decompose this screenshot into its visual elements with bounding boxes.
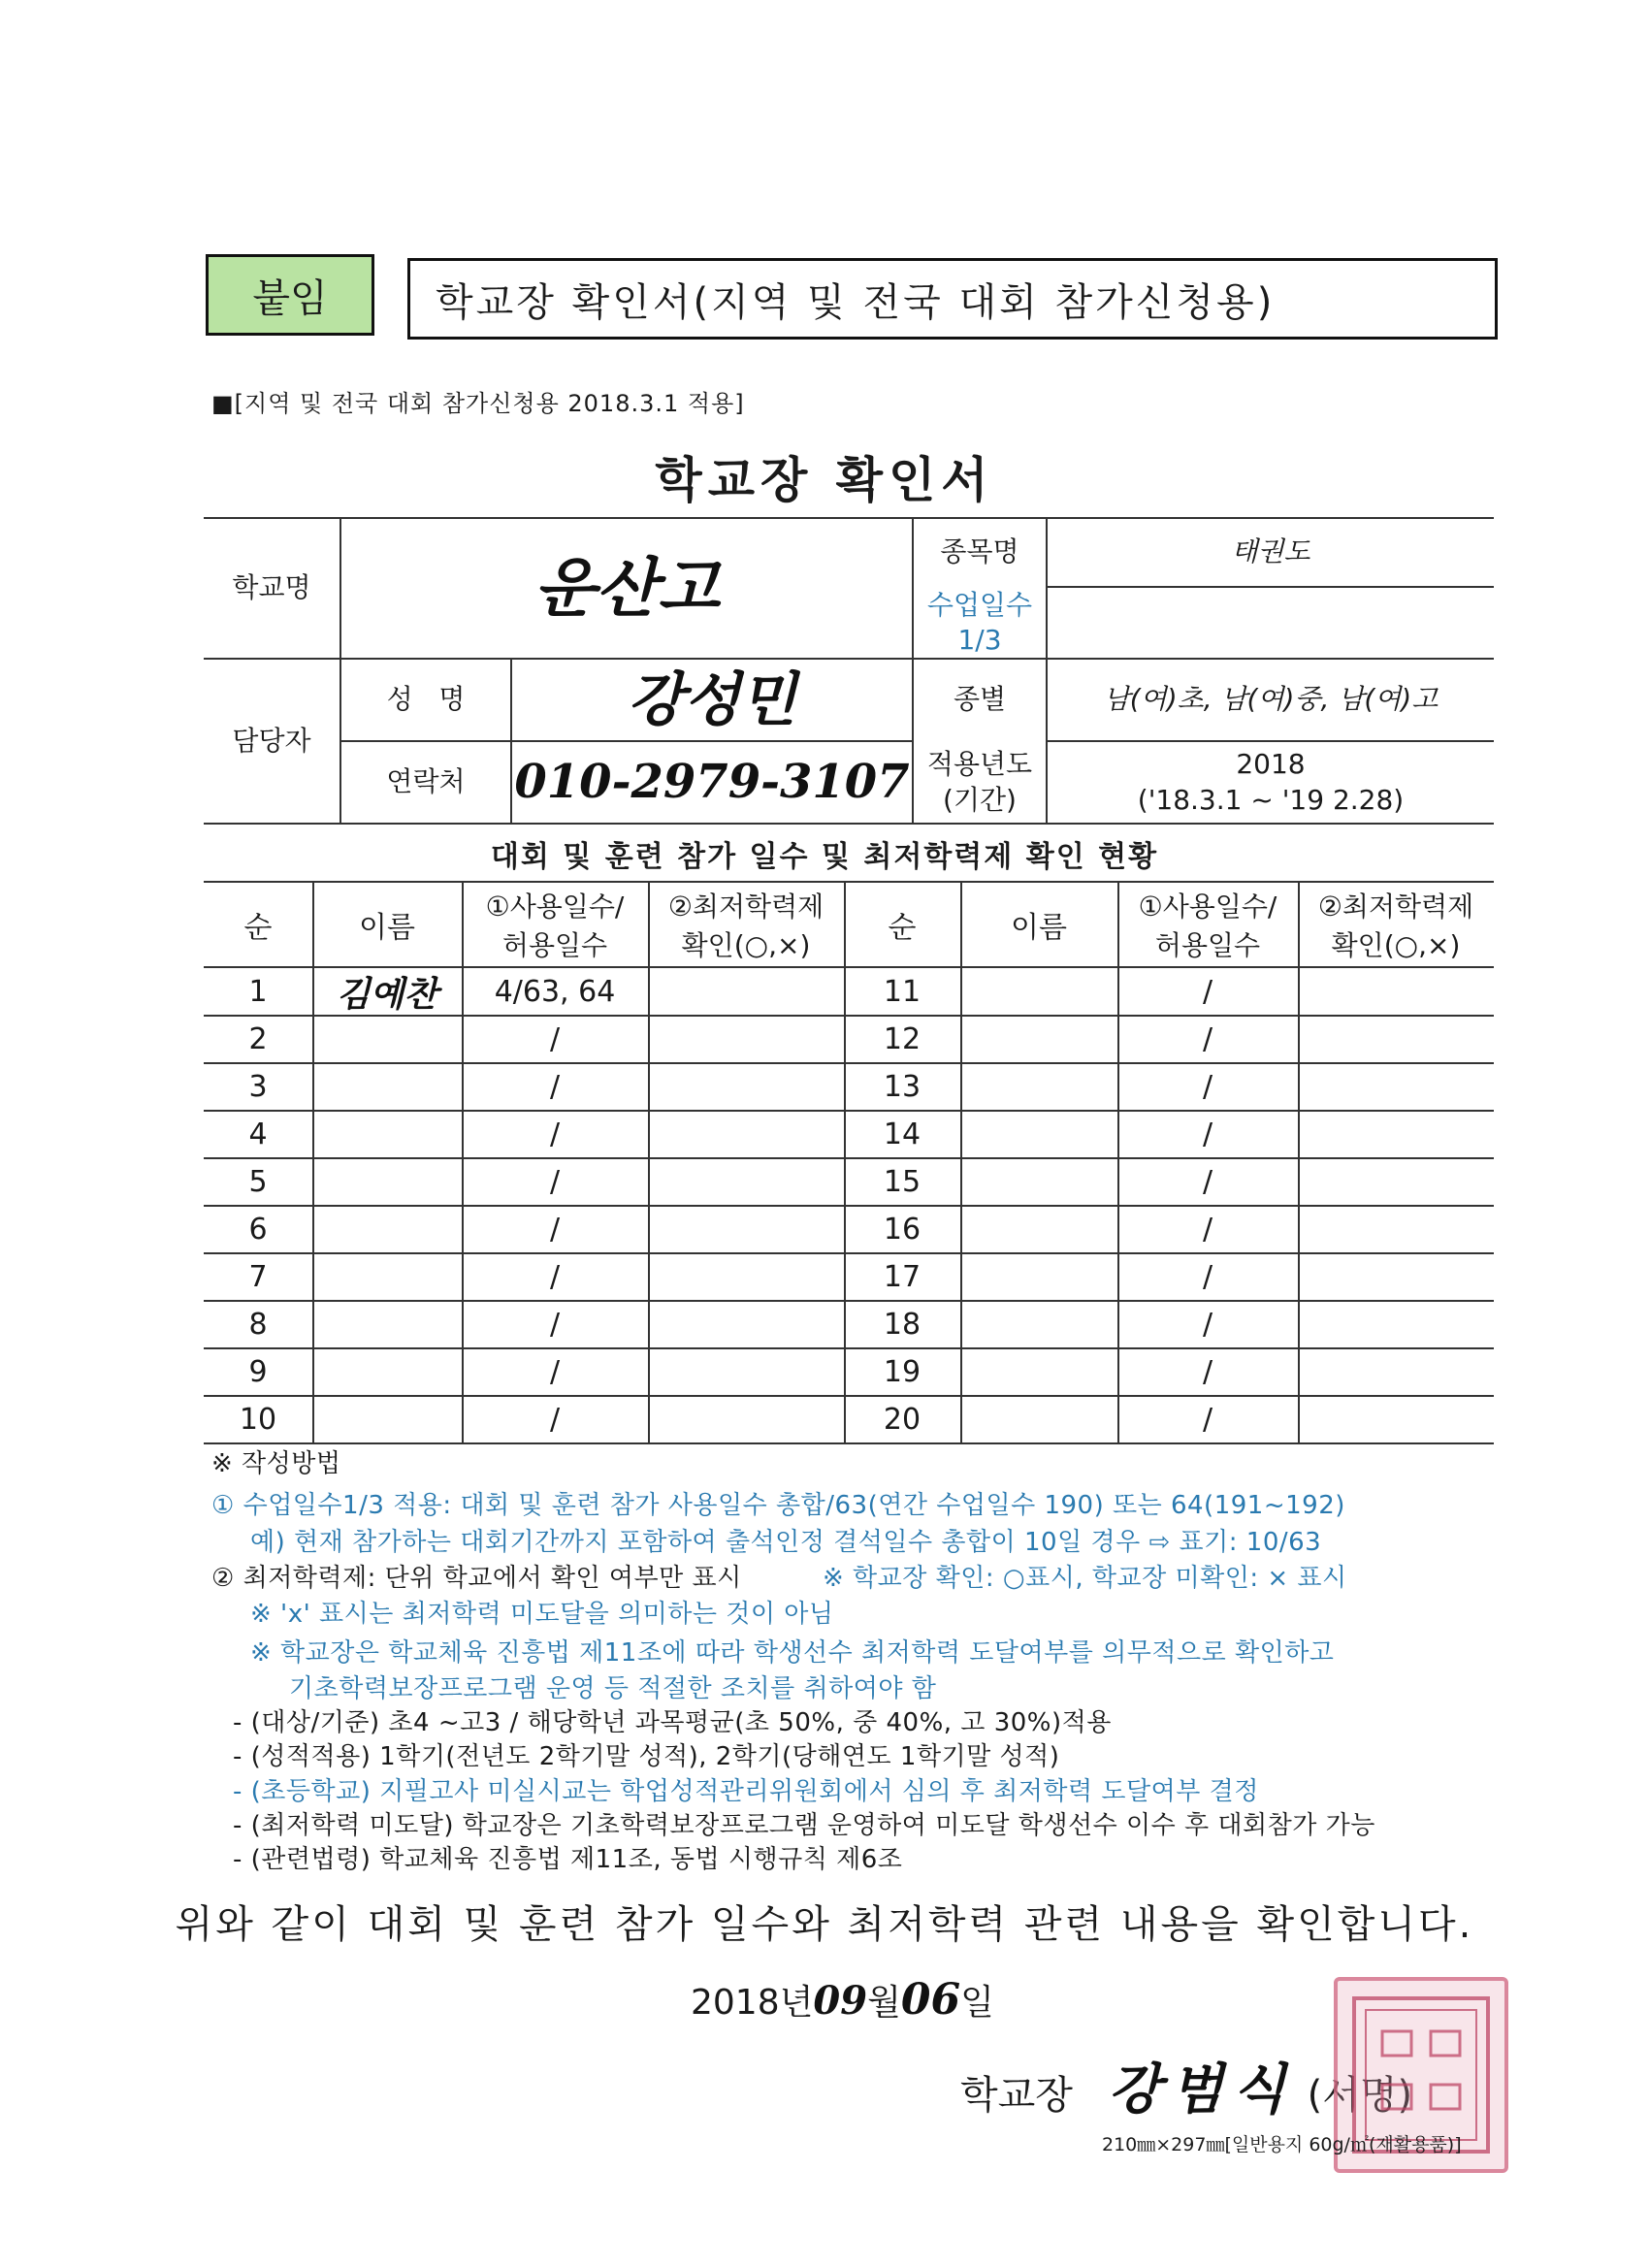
regulation-note: ■[지역 및 전국 대회 참가신청용 2018.3.1 적용] <box>211 390 745 417</box>
roster-left-days: / <box>549 1260 561 1294</box>
header-acad-2: 확인(○,×) <box>1331 929 1461 961</box>
roster-right-check <box>1298 968 1494 1016</box>
roster-left-name <box>312 1348 462 1396</box>
roster-right-no: 16 <box>883 1213 922 1247</box>
roster-left-check <box>648 1301 844 1348</box>
date-month: 09 <box>813 1978 868 2024</box>
school-label: 학교명 <box>232 571 311 604</box>
roster-left-no: 3 <box>248 1070 268 1104</box>
note-2b: ※ 학교장 확인: ○표시, 학교장 미확인: × 표시 <box>823 1564 1347 1593</box>
roster-right-days: / <box>1202 1403 1213 1437</box>
table-line <box>1046 586 1494 588</box>
table-line <box>648 883 650 1443</box>
contact-person-label: 담당자 <box>232 724 311 757</box>
roster-right-check <box>1298 1016 1494 1063</box>
school-value: 운산고 <box>534 549 720 626</box>
header-days-2: 허용일수 <box>501 929 608 961</box>
class-days-label-2: 1/3 <box>957 624 1002 656</box>
header-name-right: 이름 <box>1011 911 1067 945</box>
year-period: ('18.3.1 ~ '19 2.28) <box>1137 783 1405 816</box>
roster-left-no: 8 <box>248 1308 268 1342</box>
roster-left-no: 6 <box>248 1213 268 1247</box>
roster-right-days: / <box>1202 1355 1213 1389</box>
table-line <box>204 1300 1494 1302</box>
roster-left-days: / <box>549 1070 561 1104</box>
phone-label: 연락처 <box>386 765 466 798</box>
year-label <box>914 742 1046 823</box>
header-acad-left <box>648 883 844 966</box>
header-no-left: 순 <box>243 911 273 945</box>
form-title-box: 학교장 확인서(지역 및 전국 대회 참가신청용) <box>407 258 1498 340</box>
roster-left-no: 2 <box>248 1022 268 1056</box>
header-acad-2: 확인(○,×) <box>681 929 811 961</box>
table-line <box>1117 883 1119 1443</box>
detail-1: - (대상/기준) 초4 ~고3 / 해당학년 과목평균(초 50%, 중 40%, 고 30%)적용 <box>233 1708 1112 1737</box>
sport-label: 종목명 <box>940 535 1019 568</box>
roster-right-no: 11 <box>883 975 922 1009</box>
year-value: 2018 <box>1236 748 1306 781</box>
header-days-1: ①사용일수/ <box>485 891 625 923</box>
roster-left-name <box>312 1206 462 1253</box>
note-4a: ※ 학교장은 학교체육 진흥법 제11조에 따라 학생선수 최저학력 도달여부를 의무적으로 확인하고 <box>250 1638 1335 1668</box>
roster-right-no: 14 <box>883 1118 922 1151</box>
roster-left-name <box>312 1253 462 1301</box>
roster-left-name <box>312 1158 462 1206</box>
roster-left-name <box>312 1111 462 1158</box>
header-name-left: 이름 <box>359 911 415 945</box>
roster-right-days: / <box>1202 1165 1213 1199</box>
roster-right-days: / <box>1202 1118 1213 1151</box>
date-year: 2018년 <box>691 1983 814 2023</box>
table-line <box>204 1157 1494 1159</box>
roster-left-check <box>648 968 844 1016</box>
class-days-label-1: 수업일수 <box>926 588 1033 621</box>
note-1b: 예) 현재 참가하는 대회기간까지 포함하여 출석인정 결석일수 총합이 10일 경우 ⇨ 표기: 10/63 <box>250 1528 1322 1557</box>
notes-heading: ※ 작성방법 <box>211 1449 341 1478</box>
header-days-left <box>462 883 648 966</box>
roster-left-name <box>312 1301 462 1348</box>
roster-right-check <box>1298 1301 1494 1348</box>
roster-right-check <box>1298 1348 1494 1396</box>
table-line <box>204 1252 1494 1254</box>
date-month-unit: 월 <box>867 1983 901 2023</box>
roster-left-name: 김예찬 <box>336 974 438 1015</box>
document-title: 학교장 확인서 <box>655 452 994 508</box>
table-line <box>960 883 962 1443</box>
paper-spec: 210㎜×297㎜[일반용지 60g/㎡(재활용품)] <box>1102 2134 1462 2155</box>
roster-right-days: / <box>1202 1213 1213 1247</box>
roster-right-check <box>1298 1396 1494 1443</box>
table-line <box>462 883 464 1443</box>
roster-right-check <box>1298 1063 1494 1111</box>
roster-right-no: 19 <box>883 1355 922 1389</box>
table-line <box>312 883 314 1443</box>
header-days-1: ①사용일수/ <box>1138 891 1277 923</box>
roster-left-no: 10 <box>239 1403 277 1437</box>
roster-right-no: 20 <box>883 1403 922 1437</box>
roster-right-no: 15 <box>883 1165 922 1199</box>
table-line <box>204 1395 1494 1397</box>
roster-right-days: / <box>1202 975 1213 1009</box>
roster-left-days: / <box>549 1403 561 1437</box>
roster-right-name <box>960 1158 1117 1206</box>
table-line <box>204 1110 1494 1112</box>
roster-right-no: 18 <box>883 1308 922 1342</box>
roster-left-days: / <box>549 1165 561 1199</box>
roster-left-no: 7 <box>248 1260 268 1294</box>
table-line <box>1298 883 1300 1443</box>
roster-right-days: / <box>1202 1070 1213 1104</box>
table-line <box>204 1347 1494 1349</box>
roster-right-name <box>960 1063 1117 1111</box>
note-3: ※ 'x' 표시는 최저학력 미도달을 의미하는 것이 아님 <box>250 1600 834 1629</box>
note-2a: ② 최저학력제: 단위 학교에서 확인 여부만 표시 <box>211 1564 742 1593</box>
roster-left-name <box>312 1016 462 1063</box>
header-days-right <box>1117 883 1298 966</box>
roster-right-days: / <box>1202 1260 1213 1294</box>
table-line <box>204 1442 1494 1444</box>
header-days-2: 허용일수 <box>1154 929 1261 961</box>
roster-left-no: 5 <box>248 1165 268 1199</box>
date-line <box>691 1975 994 2025</box>
roster-left-check <box>648 1253 844 1301</box>
date-day: 06 <box>900 1975 961 2025</box>
roster-right-no: 17 <box>883 1260 922 1294</box>
roster-right-name <box>960 1348 1117 1396</box>
roster-right-check <box>1298 1253 1494 1301</box>
roster-left-check <box>648 1063 844 1111</box>
header-acad-right <box>1298 883 1494 966</box>
roster-left-check <box>648 1158 844 1206</box>
roster-left-check <box>648 1396 844 1443</box>
roster-right-check <box>1298 1111 1494 1158</box>
roster-left-check <box>648 1111 844 1158</box>
year-label-1: 적용년도 <box>926 748 1033 781</box>
principal-label: 학교장 <box>960 2073 1073 2118</box>
year-label-2: (기간) <box>943 783 1017 816</box>
roster-left-days: / <box>549 1022 561 1056</box>
name-label: 성 명 <box>386 683 466 716</box>
roster-right-name <box>960 968 1117 1016</box>
detail-4: - (최저학력 미도달) 학교장은 기초학력보장프로그램 운영하여 미도달 학생선수 이수 후 대회참가 가능 <box>233 1811 1375 1840</box>
roster-right-name <box>960 1301 1117 1348</box>
date-day-unit: 일 <box>960 1983 994 2023</box>
roster-left-days: / <box>549 1355 561 1389</box>
roster-left-no: 9 <box>248 1355 268 1389</box>
roster-right-name <box>960 1396 1117 1443</box>
header-acad-1: ②최저학력제 <box>667 891 824 923</box>
roster-left-name <box>312 1063 462 1111</box>
roster-left-no: 1 <box>248 975 268 1009</box>
roster-right-name <box>960 1253 1117 1301</box>
roster-heading: 대회 및 훈련 참가 일수 및 최저학력제 확인 현황 <box>490 840 1159 874</box>
table-line <box>204 1205 1494 1207</box>
detail-5: - (관련법령) 학교체육 진흥법 제11조, 동법 시행규칙 제6조 <box>233 1845 903 1874</box>
roster-right-name <box>960 1016 1117 1063</box>
principal-signature: 강범식 <box>1108 2057 1295 2122</box>
roster-left-name <box>312 1396 462 1443</box>
header-acad-1: ②최저학력제 <box>1317 891 1474 923</box>
detail-2: - (성적적용) 1학기(전년도 2학기말 성적), 2학기(당해연도 1학기말 성적) <box>233 1742 1060 1771</box>
confirmation-statement: 위와 같이 대회 및 훈련 참가 일수와 최저학력 관련 내용을 확인합니다. <box>175 1902 1474 1947</box>
table-line <box>204 1015 1494 1017</box>
roster-left-no: 4 <box>248 1118 268 1151</box>
roster-right-no: 12 <box>883 1022 922 1056</box>
note-4b: 기초학력보장프로그램 운영 등 적절한 조치를 취하여야 함 <box>289 1674 937 1703</box>
roster-right-check <box>1298 1158 1494 1206</box>
roster-right-name <box>960 1206 1117 1253</box>
table-line <box>204 823 1494 825</box>
table-line <box>204 1062 1494 1064</box>
note-1a: ① 수업일수1/3 적용: 대회 및 훈련 참가 사용일수 총합/63(연간 수업일수 190) 또는 64(191~192) <box>211 1491 1345 1520</box>
name-value: 강성민 <box>628 665 796 734</box>
year-value-cell <box>1048 742 1494 823</box>
roster-right-days: / <box>1202 1308 1213 1342</box>
roster-right-days: / <box>1202 1022 1213 1056</box>
sign-label: (서명) <box>1307 2073 1413 2118</box>
roster-left-days: 4/63, 64 <box>494 975 616 1009</box>
attachment-tag: 붙임 <box>206 254 374 336</box>
category-value: 남(여)초, 남(여)중, 남(여)고 <box>1103 683 1439 716</box>
roster-right-no: 13 <box>883 1070 922 1104</box>
roster-left-check <box>648 1016 844 1063</box>
header-no-right: 순 <box>888 911 917 945</box>
roster-left-check <box>648 1348 844 1396</box>
sport-value: 태권도 <box>1231 535 1310 568</box>
roster-left-days: / <box>549 1118 561 1151</box>
category-label: 종별 <box>953 683 1007 716</box>
roster-right-name <box>960 1111 1117 1158</box>
class-days-label <box>914 588 1046 658</box>
detail-3: - (초등학교) 지필고사 미실시교는 학업성적관리위원회에서 심의 후 최저학력 도달여부 결정 <box>233 1777 1259 1806</box>
roster-right-check <box>1298 1206 1494 1253</box>
roster-left-days: / <box>549 1308 561 1342</box>
roster-left-days: / <box>549 1213 561 1247</box>
roster-left-check <box>648 1206 844 1253</box>
table-line <box>844 883 846 1443</box>
phone-value: 010-2979-3107 <box>514 755 910 810</box>
